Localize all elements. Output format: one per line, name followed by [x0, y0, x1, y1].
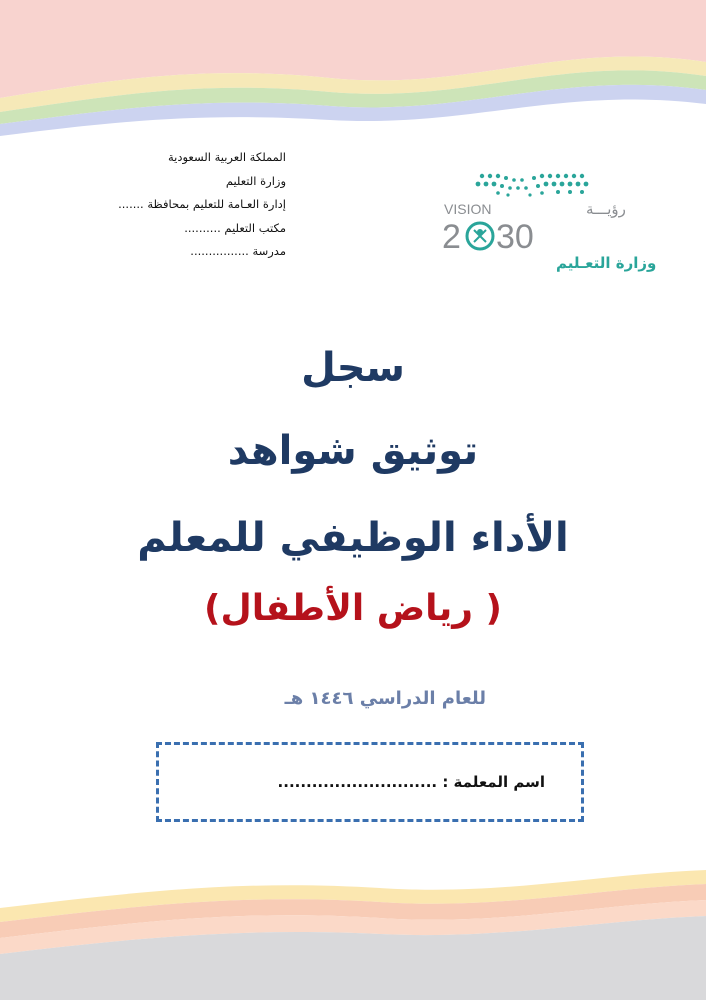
- bottom-wave-decoration: [0, 870, 706, 1000]
- logo-vision-ar: رؤيـــة: [586, 200, 626, 218]
- title-record: سجل: [301, 345, 405, 391]
- header-line-school: مدرسة ................: [190, 244, 286, 258]
- header-line-kingdom: المملكة العربية السعودية: [168, 150, 286, 164]
- title-evidence: توثيق شواهد: [227, 428, 479, 474]
- teacher-name-field: اسم المعلمة : ............................: [277, 773, 545, 791]
- title-kindergarten: ( رياض الأطفال): [204, 588, 502, 629]
- top-wave-decoration: [0, 0, 706, 150]
- logo-dots-icon: [476, 174, 589, 197]
- logo-ministry-name: وزارة التعـليم: [556, 254, 657, 272]
- header-line-office: مكتب التعليم ..........: [184, 220, 286, 235]
- academic-year: للعام الدراسي ١٤٤٦ هـ: [284, 688, 486, 709]
- title-performance: الأداء الوظيفي للمعلم: [137, 515, 569, 561]
- header-line-administration: إدارة العـامة للتعليم بمحافظة .......: [118, 197, 286, 211]
- emblem-icon: [467, 223, 493, 249]
- vision-2030-logo: [438, 168, 657, 278]
- ministry-header: [56, 146, 286, 264]
- teacher-name-box: [156, 742, 584, 822]
- logo-year-right: 30: [496, 218, 534, 256]
- header-line-ministry: وزارة التعليم: [225, 173, 286, 188]
- logo-year-left: 2: [442, 218, 461, 256]
- logo-vision-word: VISION: [444, 201, 492, 217]
